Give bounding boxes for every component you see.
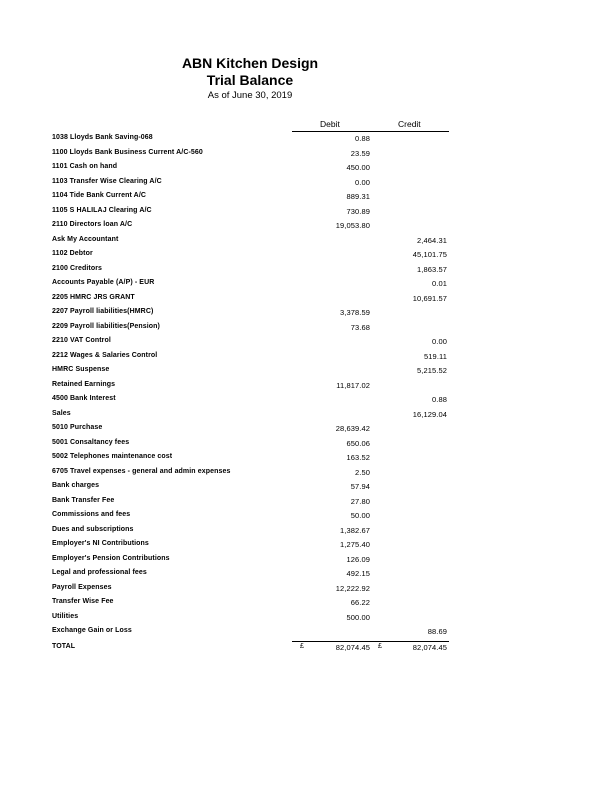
table-row	[52, 569, 449, 583]
table-row	[52, 381, 449, 395]
debit-amount: 2.50	[355, 467, 370, 477]
account-name: Retained Earnings	[52, 380, 116, 388]
account-name: Utilities	[52, 612, 79, 620]
credit-header: Credit	[398, 119, 421, 129]
debit-amount: 11,817.02	[336, 380, 370, 390]
account-name: 1038 Lloyds Bank Saving-068	[52, 134, 153, 141]
debit-amount: 12,222.92	[335, 583, 370, 593]
table-row	[52, 410, 449, 424]
account-name: 2210 VAT Control	[52, 337, 111, 344]
table-row	[52, 236, 449, 250]
debit-amount: 126.09	[346, 554, 370, 564]
account-name: Bank Transfer Fee	[52, 496, 115, 504]
debit-amount: 163.52	[346, 453, 370, 462]
account-name: 5001 Consaltancy fees	[52, 438, 130, 446]
credit-amount: 10,691.57	[412, 293, 447, 303]
account-name: 1100 Lloyds Bank Business Current A/C-560	[52, 148, 203, 156]
table-row	[52, 366, 449, 380]
table-row	[52, 526, 449, 540]
credit-currency: £	[378, 643, 382, 650]
account-name: HMRC Suspense	[52, 366, 110, 373]
account-name: 2209 Payroll liabilities(Pension)	[52, 322, 160, 330]
account-name: 5010 Purchase	[52, 424, 103, 431]
debit-amount: 1,382.67	[340, 525, 370, 535]
table-row	[52, 468, 449, 482]
credit-amount: 88.69	[427, 627, 447, 636]
account-name: 1105 S HALILAJ Clearing A/C	[52, 206, 152, 214]
table-row	[52, 149, 449, 163]
debit-amount: 19,053.80	[335, 221, 370, 230]
table-row	[52, 540, 449, 554]
table-row	[52, 584, 449, 598]
total-debit: 82,074.45	[335, 643, 370, 652]
debit-amount: 3,378.59	[340, 308, 370, 317]
table-row	[52, 511, 449, 525]
credit-amount: 0.01	[432, 279, 447, 288]
credit-amount: 16,129.04	[412, 409, 447, 419]
table-row	[52, 395, 449, 409]
account-name: 1104 Tide Bank Current A/C	[52, 192, 147, 199]
table-row	[52, 308, 449, 322]
account-name: 1101 Cash on hand	[52, 163, 118, 170]
account-name: Accounts Payable (A/P) - EUR	[52, 279, 155, 286]
account-name: 1103 Transfer Wise Clearing A/C	[52, 177, 162, 185]
debit-amount: 889.31	[346, 192, 370, 201]
total-label: TOTAL	[52, 643, 76, 650]
debit-amount: 57.94	[350, 482, 370, 491]
credit-amount: 0.88	[432, 395, 447, 404]
account-name: Payroll Expenses	[52, 583, 112, 591]
total-credit: 82,074.45	[412, 643, 447, 652]
debit-amount: 650.06	[346, 438, 370, 448]
table-row	[52, 482, 449, 496]
account-name: Employer's Pension Contributions	[52, 554, 170, 562]
credit-amount: 45,101.75	[412, 250, 447, 259]
table-row	[52, 294, 449, 308]
debit-amount: 27.80	[350, 496, 370, 506]
account-name: Commissions and fees	[52, 511, 131, 518]
account-name: Employer's NI Contributions	[52, 540, 149, 547]
table-row	[52, 265, 449, 279]
table-row	[52, 192, 449, 206]
debit-currency: £	[300, 643, 304, 650]
table-row	[52, 352, 449, 366]
account-name: 6705 Travel expenses - general and admin expenses	[52, 467, 231, 475]
table-row	[52, 178, 449, 192]
debit-amount: 23.59	[350, 148, 370, 158]
table-row	[52, 337, 449, 351]
account-name: 5002 Telephones maintenance cost	[52, 453, 173, 460]
debit-amount: 66.22	[350, 598, 370, 607]
debit-amount: 730.89	[346, 206, 370, 216]
table-row	[52, 323, 449, 337]
account-name: Bank charges	[52, 482, 100, 489]
account-name: Sales	[52, 409, 71, 417]
debit-amount: 50.00	[350, 511, 370, 520]
account-name: 4500 Bank Interest	[52, 395, 116, 402]
table-row	[52, 555, 449, 569]
account-name: 2205 HMRC JRS GRANT	[52, 293, 135, 301]
credit-amount: 2,464.31	[417, 235, 447, 245]
account-name: Transfer Wise Fee	[52, 598, 114, 605]
table-row	[52, 207, 449, 221]
debit-amount: 73.68	[350, 322, 370, 332]
account-name: Exchange Gain or Loss	[52, 627, 132, 634]
debit-amount: 492.15	[346, 569, 370, 578]
table-row	[52, 497, 449, 511]
table-row	[52, 134, 449, 148]
debit-amount: 0.00	[355, 177, 370, 187]
table-row	[52, 221, 449, 235]
account-name: 1102 Debtor	[52, 250, 93, 257]
account-name: Ask My Accountant	[52, 235, 119, 243]
credit-amount: 1,863.57	[417, 264, 447, 274]
table-row	[52, 424, 449, 438]
table-row	[52, 453, 449, 467]
table-row	[52, 279, 449, 293]
total-divider	[292, 641, 449, 642]
debit-amount: 500.00	[346, 612, 370, 622]
credit-amount: 0.00	[432, 337, 447, 346]
header-divider	[292, 131, 449, 132]
table-row	[52, 627, 449, 641]
company-name: ABN Kitchen Design	[181, 55, 319, 71]
table-row	[52, 163, 449, 177]
debit-amount: 1,275.40	[340, 540, 370, 549]
table-row	[52, 613, 449, 627]
account-name: 2212 Wages & Salaries Control	[52, 351, 158, 359]
table-row	[52, 250, 449, 264]
debit-amount: 0.88	[355, 134, 370, 143]
credit-amount: 519.11	[424, 351, 447, 361]
account-name: 2100 Creditors	[52, 264, 103, 272]
report-title: Trial Balance	[206, 72, 294, 88]
account-name: 2110 Directors loan A/C	[52, 221, 133, 228]
credit-amount: 5,215.52	[417, 366, 447, 375]
debit-amount: 450.00	[346, 163, 370, 172]
total-row	[52, 643, 449, 657]
report-date: As of June 30, 2019	[207, 90, 293, 101]
debit-header: Debit	[320, 119, 340, 129]
account-name: Dues and subscriptions	[52, 525, 134, 533]
table-row	[52, 439, 449, 453]
account-name: Legal and professional fees	[52, 569, 147, 576]
account-name: 2207 Payroll liabilities(HMRC)	[52, 308, 154, 315]
table-row	[52, 598, 449, 612]
debit-amount: 28,639.42	[335, 424, 370, 433]
